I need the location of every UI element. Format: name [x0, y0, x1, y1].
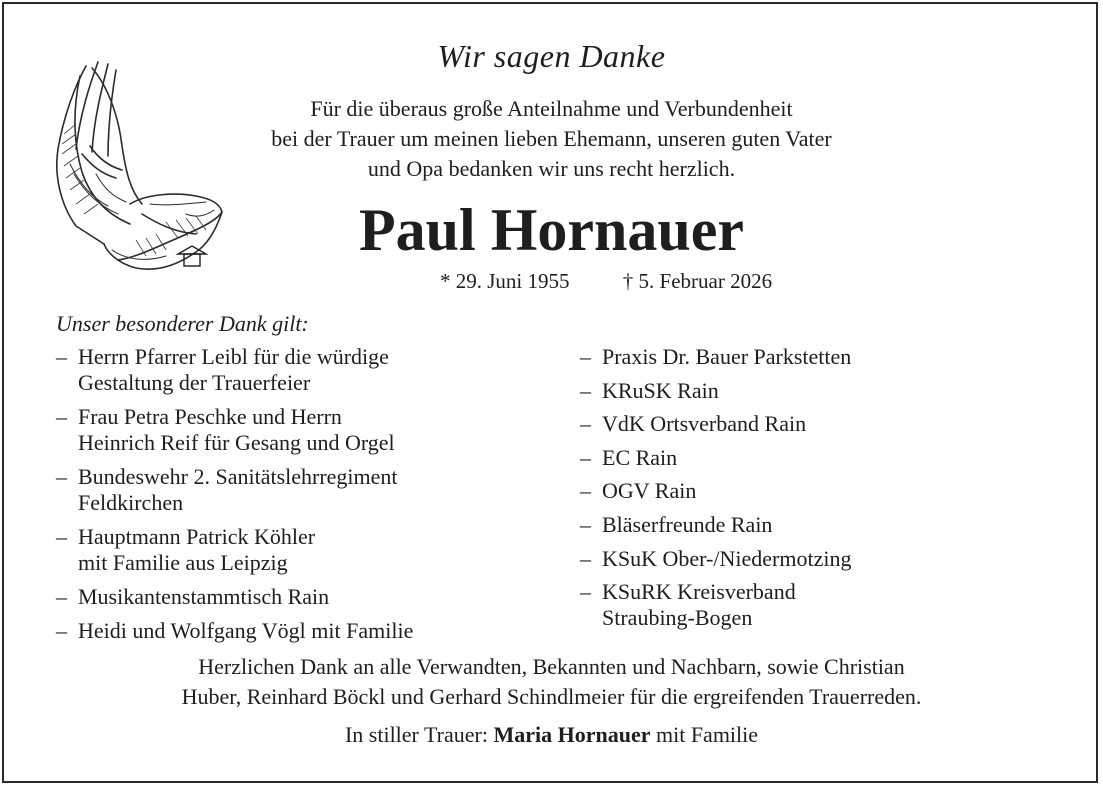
list-item-line: Praxis Dr. Bauer Parkstetten: [602, 344, 852, 369]
death-date: † 5. Februar 2026: [622, 269, 773, 293]
list-dash: –: [56, 524, 67, 549]
closing-line: Huber, Reinhard Böckl und Gerhard Schindlmeier für die ergreifenden Trauerreden.: [181, 684, 922, 709]
list-dash: –: [580, 478, 591, 504]
list-item: [56, 404, 536, 456]
list-dash: –: [56, 344, 67, 369]
list-item-line: Bläserfreunde Rain: [602, 511, 773, 537]
list-dash: –: [580, 511, 591, 537]
list-item-line: EC Rain: [602, 444, 678, 470]
list-item: [56, 524, 536, 576]
list-item-line: Straubing-Bogen: [602, 605, 753, 631]
list-dash: –: [56, 464, 67, 489]
list-item: [580, 478, 1000, 504]
list-item-line: Musikantenstammtisch Rain: [78, 584, 330, 609]
list-item: [56, 618, 536, 644]
list-item: [56, 344, 536, 396]
birth-date: * 29. Juni 1955: [440, 269, 570, 293]
list-item: [580, 378, 1000, 404]
deceased-name: Paul Hornauer: [359, 197, 744, 263]
list-item-line: OGV Rain: [602, 478, 697, 504]
special-thanks-label: Unser besonderer Dank gilt:: [56, 311, 309, 336]
list-dash: –: [56, 618, 67, 643]
list-item-line: Bundeswehr 2. Sanitätslehrregiment: [78, 464, 398, 489]
intro-line: und Opa bedanken wir uns recht herzlich.: [367, 156, 736, 181]
list-item-line: Hauptmann Patrick Köhler: [78, 524, 316, 549]
life-dates: [440, 269, 772, 294]
list-dash: –: [580, 344, 591, 369]
list-item: [580, 445, 1000, 471]
list-item-line: Herrn Pfarrer Leibl für die würdige: [78, 344, 389, 369]
signoff-suffix: mit Familie: [655, 722, 759, 747]
list-dash: –: [56, 404, 67, 429]
list-item: [580, 411, 1000, 437]
list-item-line: Feldkirchen: [78, 490, 184, 515]
list-item-line: KSuRK Kreisverband: [602, 579, 796, 605]
list-dash: –: [580, 444, 591, 470]
list-item-line: mit Familie aus Leipzig: [78, 550, 288, 575]
signoff-name: Maria Hornauer: [493, 722, 651, 747]
signoff-prefix: In stiller Trauer:: [344, 722, 488, 747]
closing-line: Herzlichen Dank an alle Verwandten, Bekannten und Nachbarn, sowie Christian: [198, 654, 905, 679]
list-item-line: Gestaltung der Trauerfeier: [78, 370, 311, 395]
list-item-line: KRuSK Rain: [602, 377, 719, 403]
list-item-line: Frau Petra Peschke und Herrn: [78, 404, 342, 429]
list-item: [580, 512, 1000, 538]
list-item-line: KSuK Ober-/Niedermotzing: [602, 545, 852, 571]
list-dash: –: [56, 584, 67, 609]
list-item-line: Heinrich Reif für Gesang und Orgel: [78, 430, 395, 455]
intro-line: Für die überaus große Anteilnahme und Verbundenheit: [310, 96, 793, 121]
list-dash: –: [580, 545, 591, 571]
list-dash: –: [580, 579, 591, 605]
list-dash: –: [580, 411, 591, 437]
list-item: [56, 584, 536, 610]
list-item-line: Heidi und Wolfgang Vögl mit Familie: [78, 618, 414, 643]
closing-text: [0, 652, 1103, 712]
list-dash: –: [580, 377, 591, 403]
list-item: [56, 464, 536, 516]
list-item: [580, 579, 1000, 631]
intro-line: bei der Trauer um meinen lieben Ehemann, unseren guten Vater: [271, 126, 832, 151]
list-item-line: VdK Ortsverband Rain: [602, 411, 807, 437]
thanks-list-right: [580, 344, 1000, 639]
intro-text: [0, 94, 1103, 184]
heading: Wir sagen Danke: [437, 38, 666, 74]
thanks-list-left: [56, 344, 536, 652]
list-item: [580, 344, 1000, 370]
list-item: [580, 546, 1000, 572]
signoff: [0, 722, 1103, 748]
